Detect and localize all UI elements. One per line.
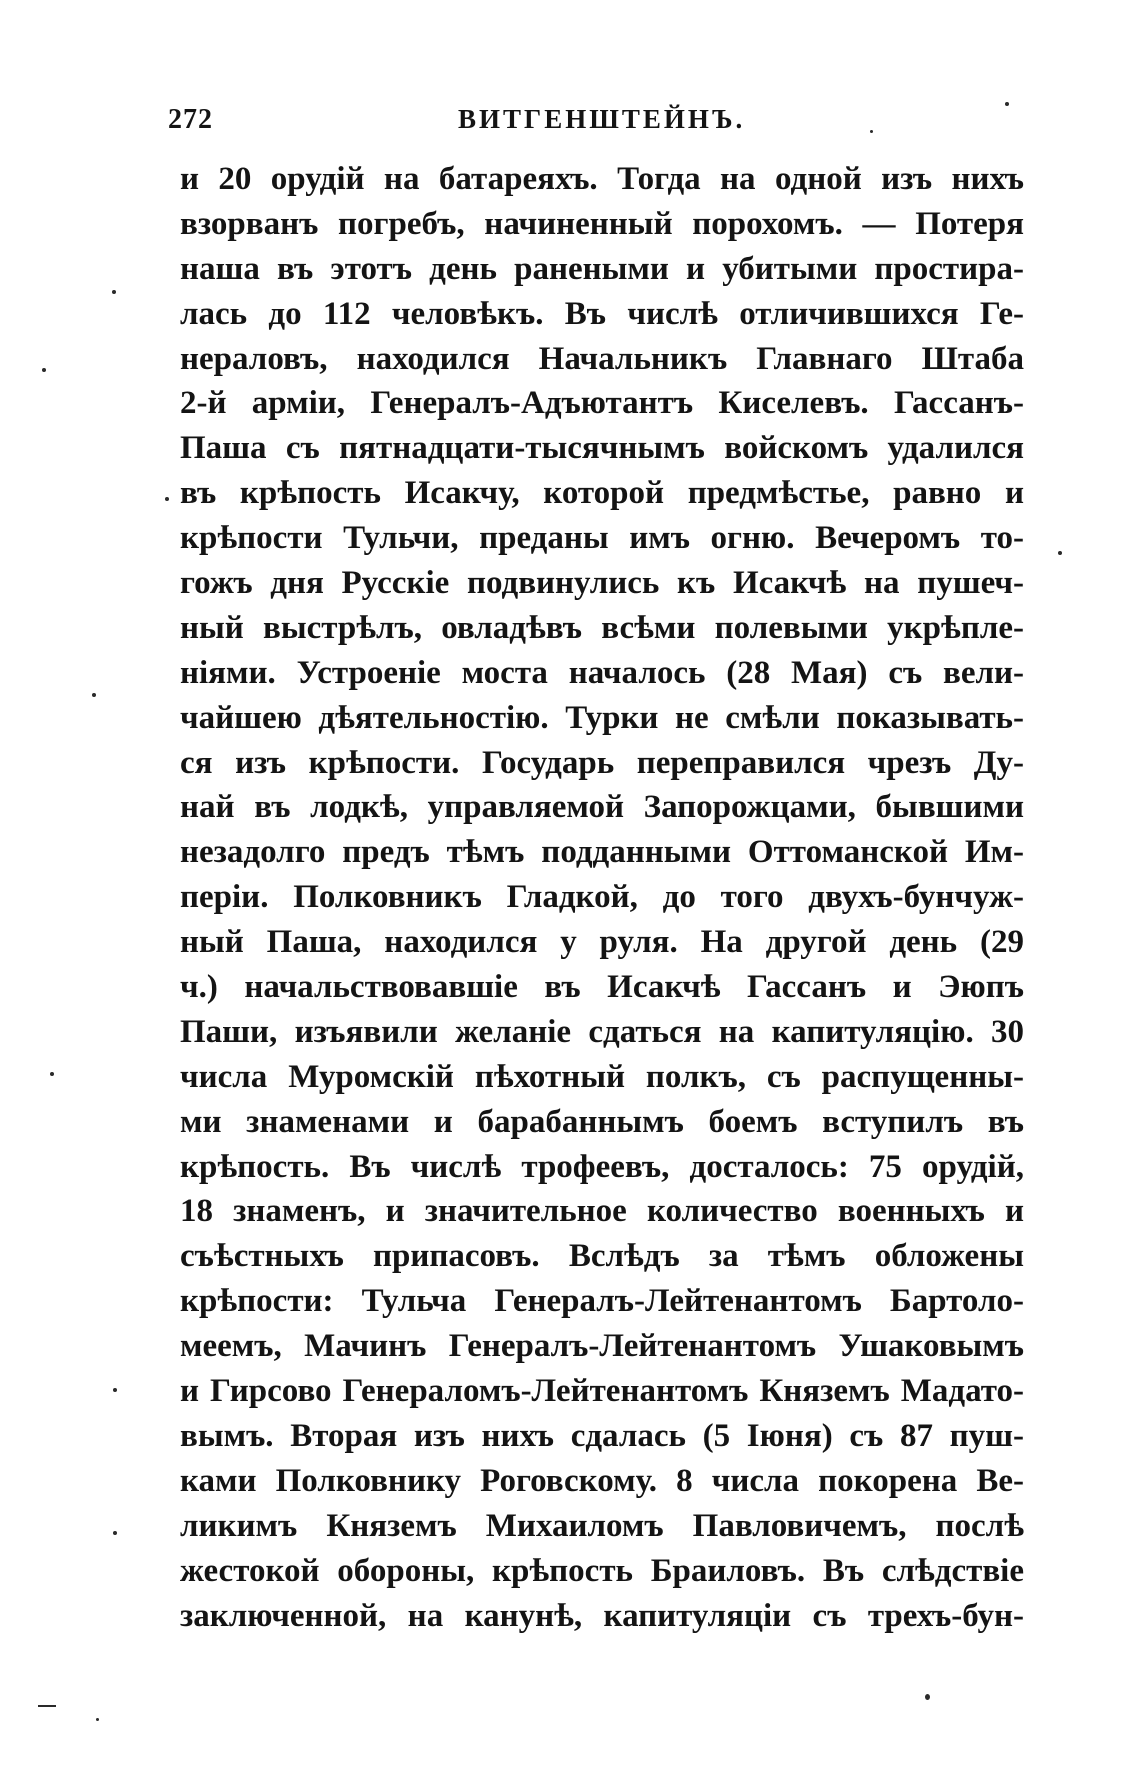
- scan-speck: [165, 497, 169, 501]
- text-line: ч.) начальствовавшіе въ Исакчѣ Гассанъ и Эюпъ: [180, 969, 1024, 1006]
- text-line: наша въ этотъ день ранеными и убитыми простира-: [180, 250, 1024, 287]
- scan-speck: [113, 1531, 117, 1535]
- text-line: періи. Полковникъ Гладкой, до того двухъ-бунчуж-: [180, 879, 1024, 916]
- scan-speck: [50, 1072, 54, 1076]
- text-line: ный Паша, находился у руля. На другой день (29: [180, 924, 1024, 961]
- text-line: ми знаменами и барабаннымъ боемъ вступилъ въ: [180, 1103, 1024, 1140]
- text-line: най въ лодкѣ, управляемой Запорожцами, бывшими: [180, 789, 1024, 826]
- text-line: и Гирсово Генераломъ-Лейтенантомъ Княземъ Мадато-: [180, 1373, 1024, 1410]
- text-line: ный выстрѣлъ, овладѣвъ всѣми полевыми укрѣпле-: [180, 609, 1024, 646]
- text-line: гожъ дня Русскіе подвинулись къ Исакчѣ на пушеч-: [180, 565, 1024, 602]
- page-header: [168, 96, 1026, 144]
- text-line: незадолго предъ тѣмъ подданными Оттоманской Им-: [180, 834, 1024, 871]
- text-line: Паша съ пятнадцати-тысячнымъ войскомъ удалился: [180, 430, 1024, 467]
- text-line: крѣпости: Тульча Генералъ-Лейтенантомъ Бартоло-: [180, 1283, 1024, 1320]
- text-line: меемъ, Мачинъ Генералъ-Лейтенантомъ Ушаковымъ: [180, 1328, 1024, 1365]
- scan-speck: [870, 130, 873, 133]
- text-line: чайшею дѣятельностію. Турки не смѣли показывать-: [180, 699, 1024, 736]
- body-text: [180, 157, 1024, 1638]
- page-number: 272: [168, 104, 213, 135]
- scan-speck: [1058, 551, 1062, 555]
- text-line: лась до 112 человѣкъ. Въ числѣ отличившихся Ге-: [180, 295, 1024, 332]
- text-line: ся изъ крѣпости. Государь переправился чрезъ Ду-: [180, 744, 1024, 781]
- text-line: въ крѣпость Исакчу, которой предмѣстье, равно и: [180, 475, 1024, 512]
- text-line: съѣстныхъ припасовъ. Вслѣдъ за тѣмъ обложены: [180, 1238, 1024, 1275]
- text-line: заключенной, на канунѣ, капитуляціи съ трехъ-бун-: [180, 1597, 1024, 1634]
- running-head: ВИТГЕНШТЕЙНЪ.: [458, 104, 746, 134]
- text-line: 2-й арміи, Генералъ-Адъютантъ Киселевъ. Гассанъ-: [180, 385, 1024, 422]
- scan-speck: [42, 368, 46, 372]
- scan-mark: [38, 1705, 56, 1707]
- text-line: нераловъ, находился Начальникъ Главнаго Штаба: [180, 340, 1024, 377]
- text-line: взорванъ погребъ, начиненный порохомъ. — Потеря: [180, 205, 1024, 242]
- text-line: и 20 орудій на батареяхъ. Тогда на одной изъ нихъ: [180, 161, 1024, 197]
- text-line: ками Полковнику Роговскому. 8 числа покорена Ве-: [180, 1462, 1024, 1499]
- scan-speck: [113, 1388, 117, 1392]
- scan-speck: [1005, 102, 1009, 106]
- scan-speck: [96, 1718, 99, 1721]
- text-line: 18 знаменъ, и значительное количество военныхъ и: [180, 1193, 1024, 1230]
- scan-speck: [112, 290, 116, 294]
- scan-speck: [925, 1694, 930, 1700]
- text-line: крѣпости Тульчи, преданы имъ огню. Вечеромъ то-: [180, 520, 1024, 557]
- text-line: вымъ. Вторая изъ нихъ сдалась (5 Іюня) съ 87 пуш-: [180, 1417, 1024, 1454]
- text-line: крѣпость. Въ числѣ трофеевъ, досталось: 75 орудій,: [180, 1148, 1024, 1185]
- text-line: ніями. Устроеніе моста началось (28 Мая) съ вели-: [180, 654, 1024, 691]
- text-line: числа Муромскій пѣхотный полкъ, съ распущенны-: [180, 1058, 1024, 1095]
- text-line: жестокой обороны, крѣпость Браиловъ. Въ слѣдствіе: [180, 1552, 1024, 1589]
- scan-speck: [92, 693, 96, 697]
- text-line: Паши, изъявили желаніе сдаться на капитуляцію. 30: [180, 1013, 1024, 1050]
- text-line: ликимъ Княземъ Михаиломъ Павловичемъ, послѣ: [180, 1507, 1024, 1544]
